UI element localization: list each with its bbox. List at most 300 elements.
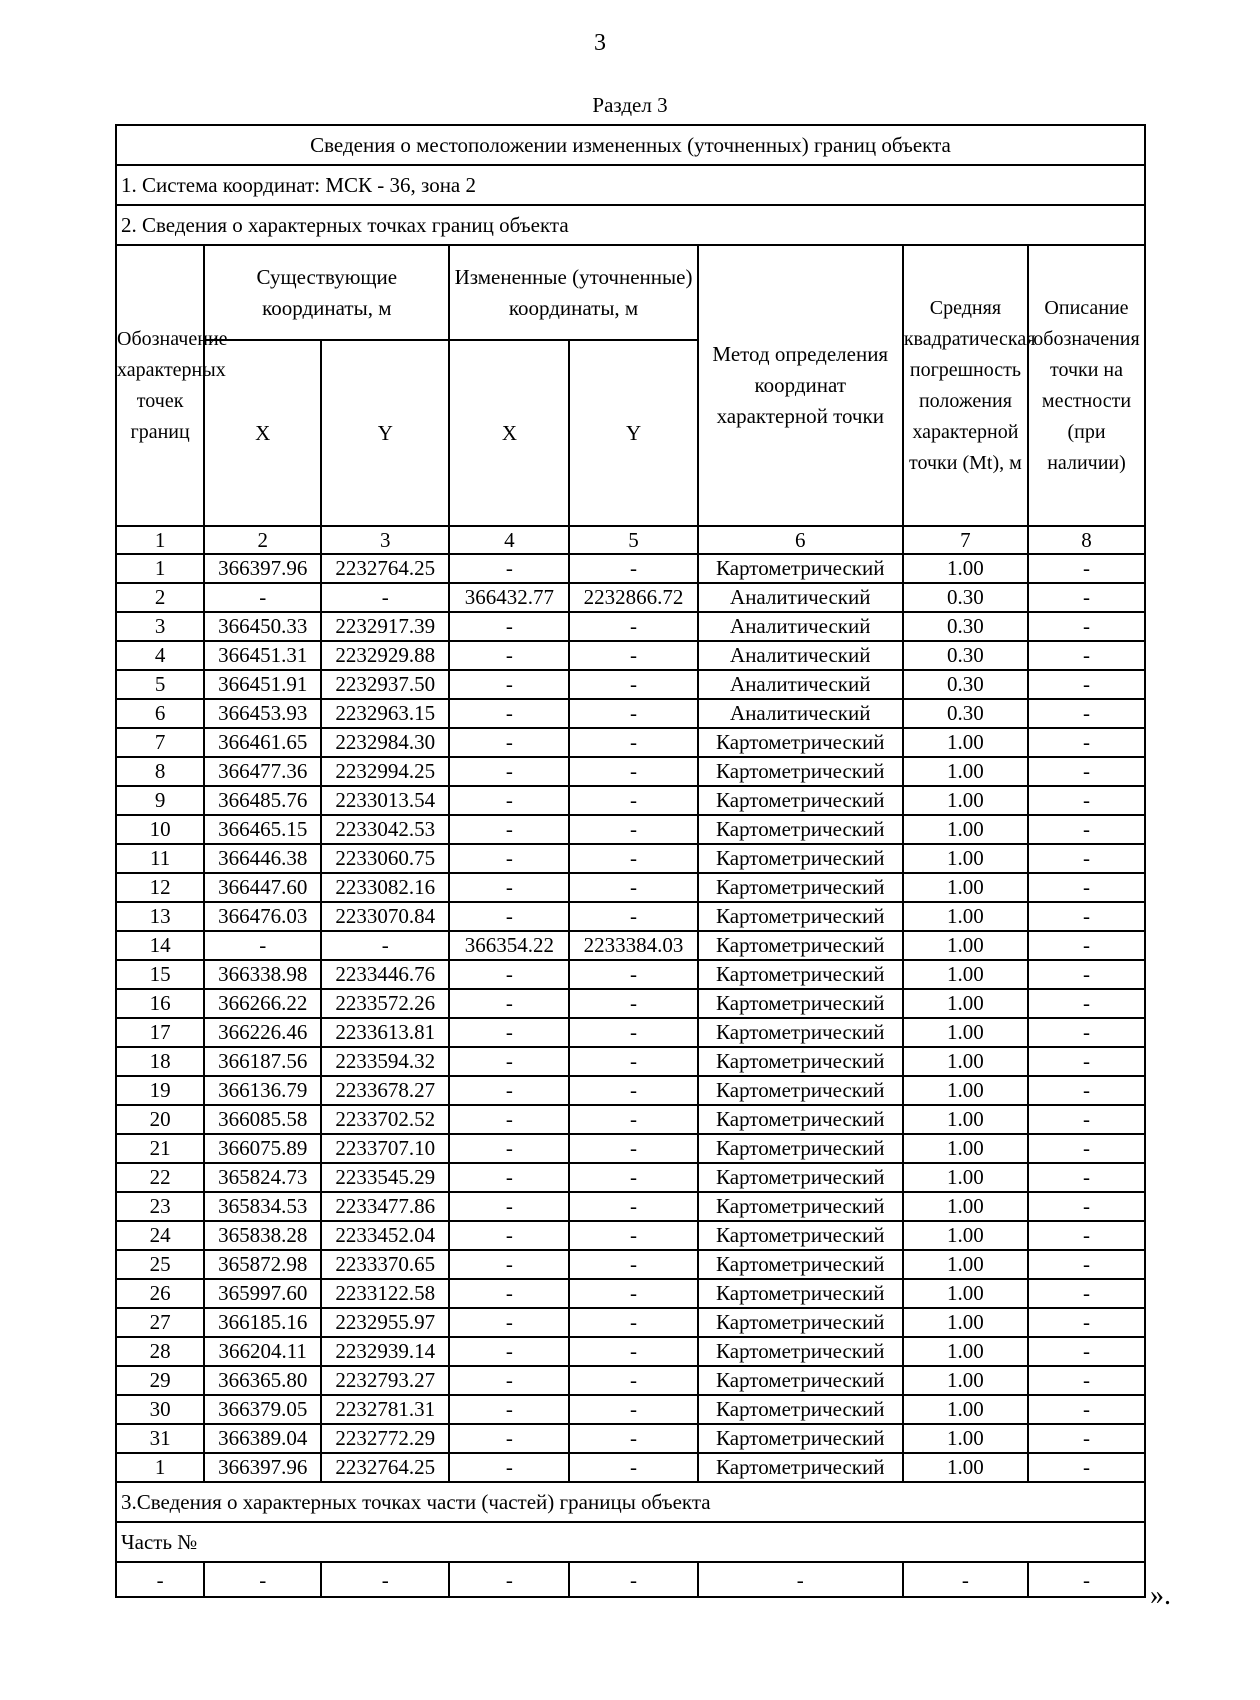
changed-x-cell: - [449,1221,569,1250]
point-id-cell: 27 [116,1308,204,1337]
table-row [116,1250,1145,1279]
existing-x-cell: 365838.28 [204,1221,321,1250]
point-id-cell: 24 [116,1221,204,1250]
table-row [116,757,1145,786]
existing-x-cell: 366476.03 [204,902,321,931]
error-cell: 1.00 [903,786,1028,815]
description-cell: - [1028,1134,1145,1163]
table-row [116,960,1145,989]
column-number-row [116,526,1145,554]
changed-x-cell: - [449,670,569,699]
method-cell: Картометрический [698,786,903,815]
table-row [116,728,1145,757]
table-row [116,1105,1145,1134]
changed-x-cell: - [449,1047,569,1076]
error-cell: 1.00 [903,554,1028,583]
point-id-cell: 30 [116,1395,204,1424]
point-id-cell: 31 [116,1424,204,1453]
point-id-cell: 7 [116,728,204,757]
empty-cell: - [1028,1562,1145,1597]
point-id-cell: 5 [116,670,204,699]
changed-y-cell: - [569,1076,697,1105]
description-cell: - [1028,554,1145,583]
error-cell: 1.00 [903,1308,1028,1337]
table-row [116,1279,1145,1308]
existing-x-cell: 366446.38 [204,844,321,873]
point-id-cell: 11 [116,844,204,873]
header-existing-y: Y [321,340,449,526]
table-row [116,902,1145,931]
existing-y-cell: 2233572.26 [321,989,449,1018]
changed-x-cell: - [449,757,569,786]
changed-x-cell: - [449,1250,569,1279]
changed-x-cell: - [449,815,569,844]
existing-y-cell: 2233452.04 [321,1221,449,1250]
existing-x-cell: 366075.89 [204,1134,321,1163]
header-changed-y: Y [569,340,697,526]
method-cell: Картометрический [698,1453,903,1482]
existing-y-cell: 2233042.53 [321,815,449,844]
method-cell: Картометрический [698,1018,903,1047]
description-cell: - [1028,757,1145,786]
existing-y-cell: 2233013.54 [321,786,449,815]
changed-x-cell: - [449,699,569,728]
table-row [116,1308,1145,1337]
description-cell: - [1028,1337,1145,1366]
existing-y-cell: 2233545.29 [321,1163,449,1192]
existing-y-cell: 2232793.27 [321,1366,449,1395]
error-cell: 1.00 [903,1047,1028,1076]
description-cell: - [1028,786,1145,815]
method-cell: Картометрический [698,873,903,902]
changed-x-cell: - [449,612,569,641]
existing-x-cell: 366451.91 [204,670,321,699]
point-id-cell: 9 [116,786,204,815]
description-cell: - [1028,1047,1145,1076]
table-row [116,1047,1145,1076]
point-id-cell: 21 [116,1134,204,1163]
method-cell: Картометрический [698,1308,903,1337]
changed-y-cell: - [569,757,697,786]
existing-y-cell: 2233070.84 [321,902,449,931]
header-existing-coords: Существующие координаты, м [204,245,449,340]
table-row [116,873,1145,902]
method-cell: Аналитический [698,583,903,612]
description-cell: - [1028,728,1145,757]
changed-x-cell: - [449,1105,569,1134]
existing-x-cell: 366185.16 [204,1308,321,1337]
changed-x-cell: - [449,902,569,931]
description-cell: - [1028,1076,1145,1105]
description-cell: - [1028,815,1145,844]
error-cell: 1.00 [903,757,1028,786]
method-cell: Картометрический [698,757,903,786]
description-cell: - [1028,1018,1145,1047]
existing-x-cell: 366397.96 [204,554,321,583]
description-cell: - [1028,670,1145,699]
changed-x-cell: - [449,873,569,902]
changed-y-cell: - [569,1134,697,1163]
method-cell: Аналитический [698,612,903,641]
existing-x-cell: 366338.98 [204,960,321,989]
changed-y-cell: - [569,873,697,902]
changed-y-cell: - [569,1337,697,1366]
changed-y-cell: - [569,1366,697,1395]
changed-y-cell: 2232866.72 [569,583,697,612]
changed-x-cell: - [449,989,569,1018]
existing-x-cell: - [204,583,321,612]
description-cell: - [1028,1192,1145,1221]
point-id-cell: 1 [116,1453,204,1482]
error-cell: 1.00 [903,1018,1028,1047]
column-number: 6 [698,526,903,554]
boundary-points-table [115,124,1146,1598]
column-number: 3 [321,526,449,554]
point-id-cell: 23 [116,1192,204,1221]
method-cell: Картометрический [698,1395,903,1424]
existing-x-cell: 366389.04 [204,1424,321,1453]
method-cell: Аналитический [698,699,903,728]
table-row [116,1366,1145,1395]
existing-x-cell: 366266.22 [204,989,321,1018]
error-cell: 1.00 [903,1424,1028,1453]
empty-cell: - [116,1562,204,1597]
existing-x-cell: 366453.93 [204,699,321,728]
header-existing-x: X [204,340,321,526]
table-row [116,1076,1145,1105]
changed-y-cell: - [569,1018,697,1047]
changed-y-cell: - [569,815,697,844]
column-number: 4 [449,526,569,554]
method-cell: Аналитический [698,641,903,670]
error-cell: 1.00 [903,1163,1028,1192]
changed-y-cell: - [569,902,697,931]
changed-x-cell: - [449,786,569,815]
error-cell: 0.30 [903,583,1028,612]
point-id-cell: 2 [116,583,204,612]
method-cell: Картометрический [698,1134,903,1163]
point-id-cell: 14 [116,931,204,960]
error-cell: 1.00 [903,815,1028,844]
description-cell: - [1028,699,1145,728]
changed-x-cell: - [449,1279,569,1308]
point-id-cell: 10 [116,815,204,844]
empty-cell: - [321,1562,449,1597]
point-id-cell: 12 [116,873,204,902]
table-row [116,1424,1145,1453]
error-cell: 1.00 [903,1453,1028,1482]
table-row [116,583,1145,612]
error-cell: 0.30 [903,670,1028,699]
table-row [116,989,1145,1018]
description-cell: - [1028,1163,1145,1192]
existing-x-cell: 366085.58 [204,1105,321,1134]
changed-y-cell: - [569,1424,697,1453]
point-id-cell: 29 [116,1366,204,1395]
error-cell: 1.00 [903,989,1028,1018]
changed-y-cell: - [569,1453,697,1482]
existing-x-cell: 366451.31 [204,641,321,670]
method-cell: Картометрический [698,554,903,583]
error-cell: 1.00 [903,1134,1028,1163]
changed-x-cell: 366432.77 [449,583,569,612]
error-cell: 1.00 [903,844,1028,873]
point-id-cell: 20 [116,1105,204,1134]
existing-y-cell: 2232772.29 [321,1424,449,1453]
changed-x-cell: - [449,844,569,873]
table-row [116,1018,1145,1047]
table-row [116,612,1145,641]
point-id-cell: 26 [116,1279,204,1308]
error-cell: 1.00 [903,1337,1028,1366]
table-row [116,641,1145,670]
existing-x-cell: 365834.53 [204,1192,321,1221]
existing-y-cell: 2232939.14 [321,1337,449,1366]
coordinate-system: 1. Система координат: МСК - 36, зона 2 [116,165,1145,205]
changed-x-cell: 366354.22 [449,931,569,960]
description-cell: - [1028,989,1145,1018]
method-cell: Картометрический [698,815,903,844]
existing-x-cell: 366204.11 [204,1337,321,1366]
changed-y-cell: - [569,989,697,1018]
existing-y-cell: 2233370.65 [321,1250,449,1279]
table-row [116,1163,1145,1192]
changed-y-cell: - [569,844,697,873]
existing-x-cell: 365997.60 [204,1279,321,1308]
error-cell: 0.30 [903,699,1028,728]
error-cell: 1.00 [903,1279,1028,1308]
column-number: 1 [116,526,204,554]
table-row [116,1192,1145,1221]
table-row [116,670,1145,699]
changed-y-cell: - [569,612,697,641]
description-cell: - [1028,1221,1145,1250]
closing-quote: ». [1150,1580,1171,1611]
point-id-cell: 16 [116,989,204,1018]
table-row [116,786,1145,815]
description-cell: - [1028,612,1145,641]
method-cell: Картометрический [698,1337,903,1366]
existing-x-cell: 366379.05 [204,1395,321,1424]
existing-x-cell: 366465.15 [204,815,321,844]
page-number: 3 [594,30,606,56]
changed-y-cell: 2233384.03 [569,931,697,960]
description-cell: - [1028,1453,1145,1482]
changed-x-cell: - [449,1395,569,1424]
method-cell: Картометрический [698,1105,903,1134]
empty-part-row [116,1562,1145,1597]
existing-x-cell: 366187.56 [204,1047,321,1076]
method-cell: Картометрический [698,1424,903,1453]
changed-x-cell: - [449,728,569,757]
changed-y-cell: - [569,1105,697,1134]
changed-x-cell: - [449,1453,569,1482]
changed-y-cell: - [569,786,697,815]
point-id-cell: 4 [116,641,204,670]
existing-x-cell: 366226.46 [204,1018,321,1047]
existing-x-cell: 365872.98 [204,1250,321,1279]
method-cell: Картометрический [698,728,903,757]
error-cell: 1.00 [903,960,1028,989]
point-id-cell: 28 [116,1337,204,1366]
changed-x-cell: - [449,1076,569,1105]
description-cell: - [1028,1366,1145,1395]
existing-y-cell: 2232781.31 [321,1395,449,1424]
header-designation: Обозначение характерных точек границ [116,245,204,526]
existing-y-cell: 2233060.75 [321,844,449,873]
error-cell: 1.00 [903,931,1028,960]
changed-x-cell: - [449,641,569,670]
description-cell: - [1028,641,1145,670]
existing-x-cell: 366461.65 [204,728,321,757]
error-cell: 1.00 [903,902,1028,931]
column-number: 7 [903,526,1028,554]
empty-cell: - [449,1562,569,1597]
point-id-cell: 15 [116,960,204,989]
method-cell: Картометрический [698,1221,903,1250]
existing-x-cell: 365824.73 [204,1163,321,1192]
point-id-cell: 8 [116,757,204,786]
changed-y-cell: - [569,1047,697,1076]
table-row [116,1337,1145,1366]
point-id-cell: 6 [116,699,204,728]
description-cell: - [1028,902,1145,931]
empty-cell: - [698,1562,903,1597]
method-cell: Картометрический [698,931,903,960]
method-cell: Картометрический [698,960,903,989]
changed-x-cell: - [449,1308,569,1337]
point-rows [116,554,1145,1482]
point-id-cell: 13 [116,902,204,931]
existing-y-cell: 2233122.58 [321,1279,449,1308]
error-cell: 1.00 [903,1366,1028,1395]
changed-x-cell: - [449,1337,569,1366]
changed-y-cell: - [569,1192,697,1221]
empty-cell: - [569,1562,697,1597]
method-cell: Картометрический [698,1366,903,1395]
empty-cell: - [903,1562,1028,1597]
changed-x-cell: - [449,1163,569,1192]
changed-y-cell: - [569,1279,697,1308]
point-id-cell: 19 [116,1076,204,1105]
error-cell: 1.00 [903,1192,1028,1221]
error-cell: 1.00 [903,1250,1028,1279]
existing-y-cell: - [321,583,449,612]
point-id-cell: 1 [116,554,204,583]
changed-y-cell: - [569,1221,697,1250]
part-number-label: Часть № [116,1522,1145,1562]
error-cell: 1.00 [903,728,1028,757]
existing-y-cell: 2233594.32 [321,1047,449,1076]
column-number: 2 [204,526,321,554]
point-id-cell: 18 [116,1047,204,1076]
table-row [116,844,1145,873]
description-cell: - [1028,1308,1145,1337]
method-cell: Картометрический [698,1250,903,1279]
method-cell: Картометрический [698,1279,903,1308]
error-cell: 0.30 [903,641,1028,670]
header-changed-coords: Измененные (уточненные) координаты, м [449,245,697,340]
description-cell: - [1028,1424,1145,1453]
method-cell: Картометрический [698,1076,903,1105]
changed-y-cell: - [569,670,697,699]
table-title: Сведения о местоположении измененных (уточненных) границ объекта [116,125,1145,165]
existing-y-cell: 2232994.25 [321,757,449,786]
error-cell: 0.30 [903,612,1028,641]
section-title: Раздел 3 [592,93,668,117]
existing-y-cell: 2232955.97 [321,1308,449,1337]
error-cell: 1.00 [903,873,1028,902]
existing-y-cell: 2233678.27 [321,1076,449,1105]
description-cell: - [1028,844,1145,873]
method-cell: Картометрический [698,844,903,873]
existing-y-cell: 2233707.10 [321,1134,449,1163]
description-cell: - [1028,931,1145,960]
table-row [116,1453,1145,1482]
method-cell: Картометрический [698,989,903,1018]
existing-y-cell: 2233446.76 [321,960,449,989]
existing-y-cell: 2233702.52 [321,1105,449,1134]
changed-y-cell: - [569,1308,697,1337]
changed-y-cell: - [569,1395,697,1424]
points-section-heading: 2. Сведения о характерных точках границ объекта [116,205,1145,245]
header-method: Метод определения координат характерной точки [698,245,903,526]
existing-y-cell: 2232764.25 [321,1453,449,1482]
column-number: 8 [1028,526,1145,554]
description-cell: - [1028,1279,1145,1308]
error-cell: 1.00 [903,1105,1028,1134]
column-number: 5 [569,526,697,554]
description-cell: - [1028,1395,1145,1424]
existing-x-cell: 366450.33 [204,612,321,641]
header-description: Описание обозначения точки на местности (при наличии) [1028,245,1145,526]
method-cell: Аналитический [698,670,903,699]
changed-y-cell: - [569,554,697,583]
existing-y-cell: 2232937.50 [321,670,449,699]
description-cell: - [1028,1250,1145,1279]
changed-x-cell: - [449,554,569,583]
changed-x-cell: - [449,1192,569,1221]
changed-y-cell: - [569,699,697,728]
description-cell: - [1028,873,1145,902]
existing-x-cell: 366447.60 [204,873,321,902]
method-cell: Картометрический [698,1163,903,1192]
existing-y-cell: 2233613.81 [321,1018,449,1047]
changed-x-cell: - [449,960,569,989]
header-error: Средняя квадратическая погрешность положения характерной точки (Mt), м [903,245,1028,526]
method-cell: Картометрический [698,1047,903,1076]
point-id-cell: 22 [116,1163,204,1192]
changed-y-cell: - [569,1250,697,1279]
description-cell: - [1028,583,1145,612]
existing-y-cell: 2232963.15 [321,699,449,728]
error-cell: 1.00 [903,1076,1028,1105]
changed-x-cell: - [449,1366,569,1395]
changed-y-cell: - [569,728,697,757]
existing-y-cell: 2232984.30 [321,728,449,757]
existing-y-cell: - [321,931,449,960]
description-cell: - [1028,960,1145,989]
existing-x-cell: 366365.80 [204,1366,321,1395]
description-cell: - [1028,1105,1145,1134]
table-row [116,1221,1145,1250]
parts-section-heading: 3.Сведения о характерных точках части (частей) границы объекта [116,1482,1145,1522]
table-row [116,1134,1145,1163]
changed-x-cell: - [449,1134,569,1163]
existing-x-cell: 366477.36 [204,757,321,786]
point-id-cell: 3 [116,612,204,641]
existing-y-cell: 2233477.86 [321,1192,449,1221]
